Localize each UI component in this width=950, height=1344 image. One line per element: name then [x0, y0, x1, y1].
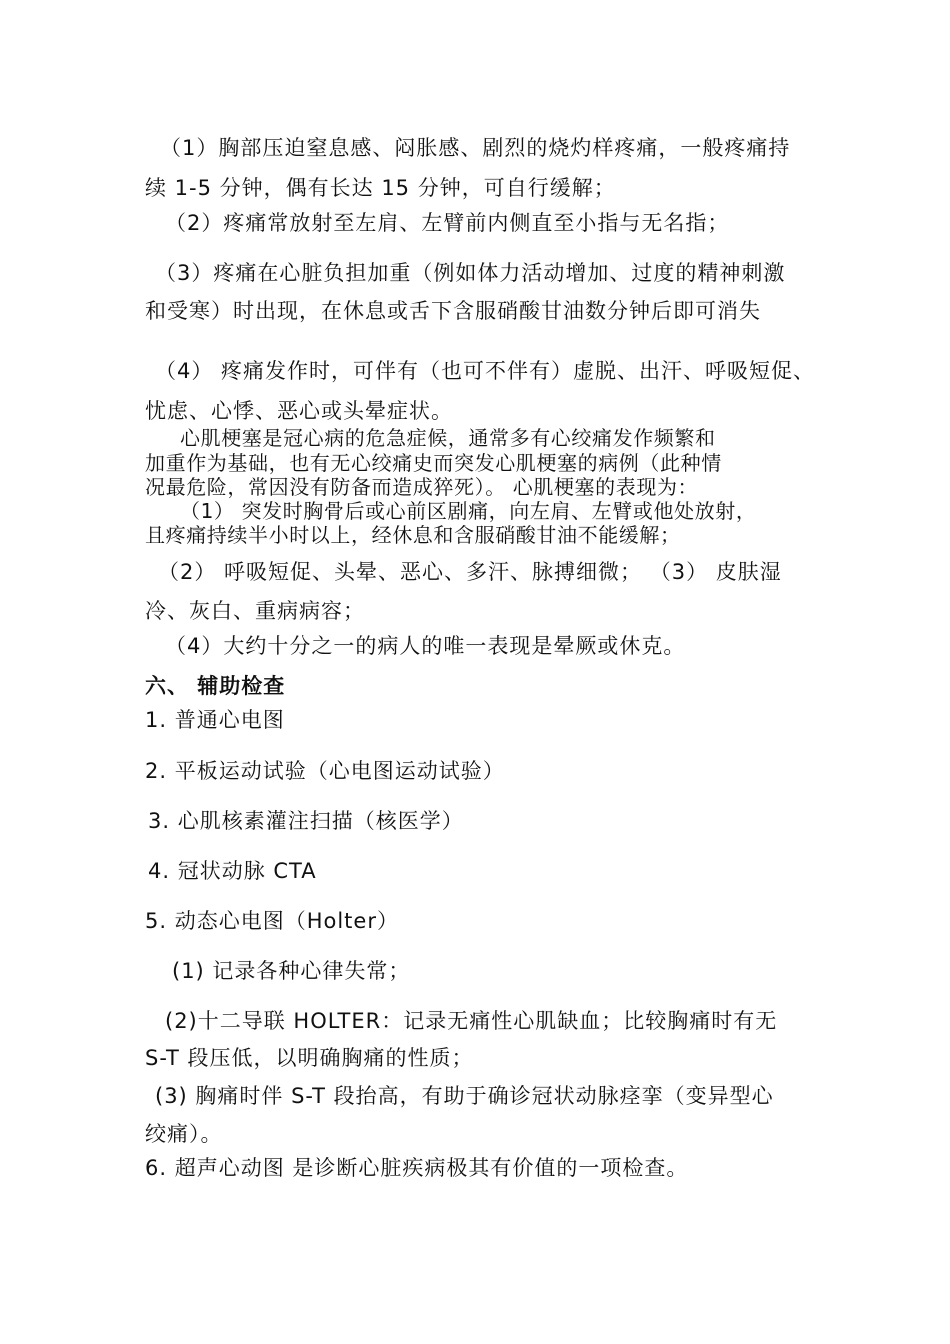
text-line: 和受寒）时出现，在休息或舌下含服硝酸甘油数分钟后即可消失 — [145, 299, 761, 323]
text-line: 况最危险，常因没有防备而造成猝死）。 心肌梗塞的表现为： — [145, 475, 699, 499]
text-line: （1） 突发时胸骨后或心前区剧痛，向左肩、左臂或他处放射， — [180, 499, 757, 523]
list-item: 4. 冠状动脉 CTA — [148, 859, 317, 883]
list-item: 1. 普通心电图 — [145, 708, 285, 732]
list-item: 6. 超声心动图 是诊断心脏疾病极其有价值的一项检查。 — [145, 1156, 689, 1180]
text-line: （4） 疼痛发作时，可伴有（也可不伴有）虚脱、出汗、呼吸短促、 — [155, 359, 816, 383]
text-line: 且疼痛持续半小时以上，经休息和含服硝酸甘油不能缓解； — [145, 523, 681, 547]
text-line: （2）疼痛常放射至左肩、左臂前内侧直至小指与无名指； — [165, 211, 730, 235]
text-line: 忧虑、心悸、恶心或头晕症状。 — [145, 399, 453, 423]
text-line: （1）胸部压迫窒息感、闷胀感、剧烈的烧灼样疼痛，一般疼痛持 — [160, 136, 791, 160]
text-line: 加重作为基础，也有无心绞痛史而突发心肌梗塞的病例（此种情 — [145, 451, 722, 475]
sub-list-item: (2)十二导联 HOLTER：记录无痛性心肌缺血；比较胸痛时有无 — [165, 1009, 778, 1033]
text-line: （2） 呼吸短促、头晕、恶心、多汗、脉搏细微； （3） 皮肤湿 — [158, 560, 782, 584]
text-line: （3）疼痛在心脏负担加重（例如体力活动增加、过度的精神刺激 — [155, 261, 786, 285]
text-line: 绞痛）。 — [145, 1122, 223, 1146]
text-line: S-T 段压低，以明确胸痛的性质； — [145, 1046, 474, 1070]
sub-list-item: (3) 胸痛时伴 S-T 段抬高，有助于确诊冠状动脉痉挛（变异型心 — [155, 1084, 774, 1108]
list-item: 2. 平板运动试验（心电图运动试验） — [145, 759, 505, 783]
text-line: 心肌梗塞是冠心病的危急症候，通常多有心绞痛发作频繁和 — [180, 426, 716, 450]
text-line: 冷、灰白、重病病容； — [145, 599, 365, 623]
text-line: （4）大约十分之一的病人的唯一表现是晕厥或休克。 — [165, 634, 686, 658]
section-heading: 六、 辅助检查 — [145, 674, 286, 698]
list-item: 3. 心肌核素灌注扫描（核医学） — [148, 809, 464, 833]
sub-list-item: (1) 记录各种心律失常； — [172, 959, 411, 983]
text-line: 续 1-5 分钟，偶有长达 15 分钟，可自行缓解； — [145, 176, 616, 200]
list-item: 5. 动态心电图（Holter） — [145, 909, 399, 933]
